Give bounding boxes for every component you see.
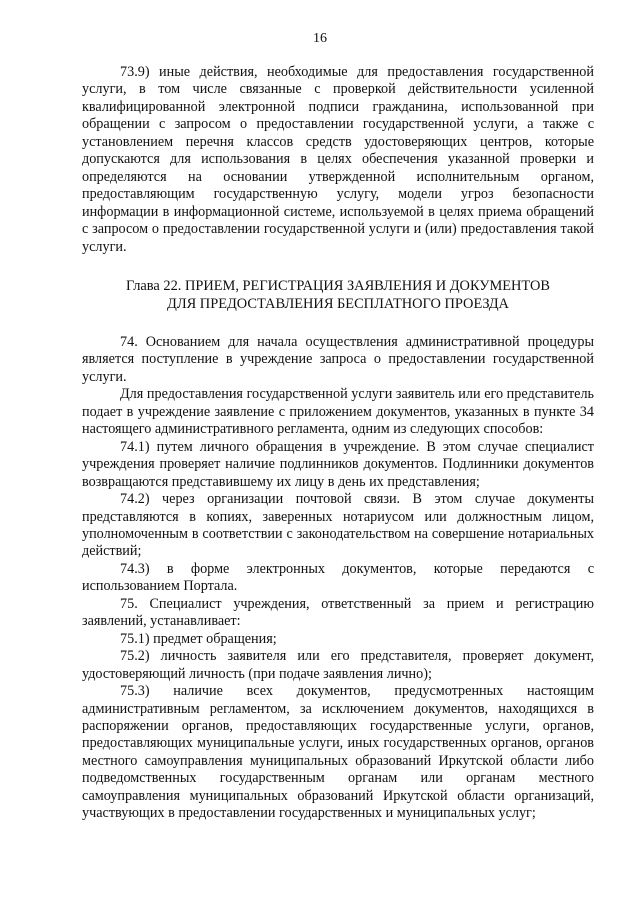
- paragraph-75-1: 75.1) предмет обращения;: [120, 630, 277, 647]
- paragraph-74: 74. Основанием для начала осуществления административной процедуры является поступление в учреждение запроса о предоставлении государственной услуги.: [82, 333, 594, 385]
- paragraph-73-9: 73.9) иные действия, необходимые для предоставления государственной услуги, в том числе связанные с проверкой действительности усиленной квалифицированной электронной подписи гражданина, использованной при обращении с запросом о предоставлении государственной услуги, а также с установлением перечня классов средств удостоверяющих центров, которые допускаются для использования в целях обеспечения указанной проверки и определяются на основании утвержденной исполнительным органом, предоставляющим государственную услугу, модели угроз безопасности информации в информационной системе, используемой в целях приема обращений с запросом о предоставлении государственной услуги и (или) предоставления такой услуги.: [82, 64, 594, 255]
- chapter-heading-line-2: ДЛЯ ПРЕДОСТАВЛЕНИЯ БЕСПЛАТНОГО ПРОЕЗДА: [167, 295, 509, 312]
- paragraph-75-2: 75.2) личность заявителя или его представителя, проверяет документ, удостоверяющий личность (при подаче заявления лично);: [82, 648, 594, 682]
- chapter-heading: [82, 277, 594, 313]
- chapter-heading-line-1: Глава 22. ПРИЕМ, РЕГИСТРАЦИЯ ЗАЯВЛЕНИЯ И ДОКУМЕНТОВ: [125, 277, 551, 294]
- paragraph-74-1: 74.1) путем личного обращения в учреждение. В этом случае специалист учреждения проверяет наличие подлинников документов. Подлинники документов возвращаются представившему их лицу в день их представления;: [82, 438, 594, 490]
- paragraph-74-intro: Для предоставления государственной услуги заявитель или его представитель подает в учреждение заявление с приложением документов, указанных в пункте 34 настоящего административного регламента, одним из следующих способов:: [82, 386, 594, 438]
- document-body: [82, 64, 594, 823]
- paragraph-75: 75. Специалист учреждения, ответственный за прием и регистрацию заявлений, устанавливает:: [82, 595, 594, 630]
- paragraph-74-2: 74.2) через организации почтовой связи. В этом случае документы представляются в копиях, заверенных нотариусом или должностным лицом, уполномоченным в соответствии с законодательством на совершение нотариальных действий;: [82, 491, 594, 560]
- page-number: 16: [313, 31, 327, 46]
- paragraph-75-3: 75.3) наличие всех документов, предусмотренных настоящим административным регламентом, за исключением документов, находящихся в распоряжении органов, предоставляющих государственные услуги, органов, предоставляющих муниципальные услуги, иных государственных органов, органов местного самоуправления муниципальных образований Иркутской области либо подведомственных государственным органам или органам местного самоуправления муниципальных образований Иркутской области организаций, участвующих в предоставлении государственных и муниципальных услуг;: [82, 683, 594, 822]
- paragraph-74-3: 74.3) в форме электронных документов, которые передаются с использованием Портала.: [82, 560, 594, 595]
